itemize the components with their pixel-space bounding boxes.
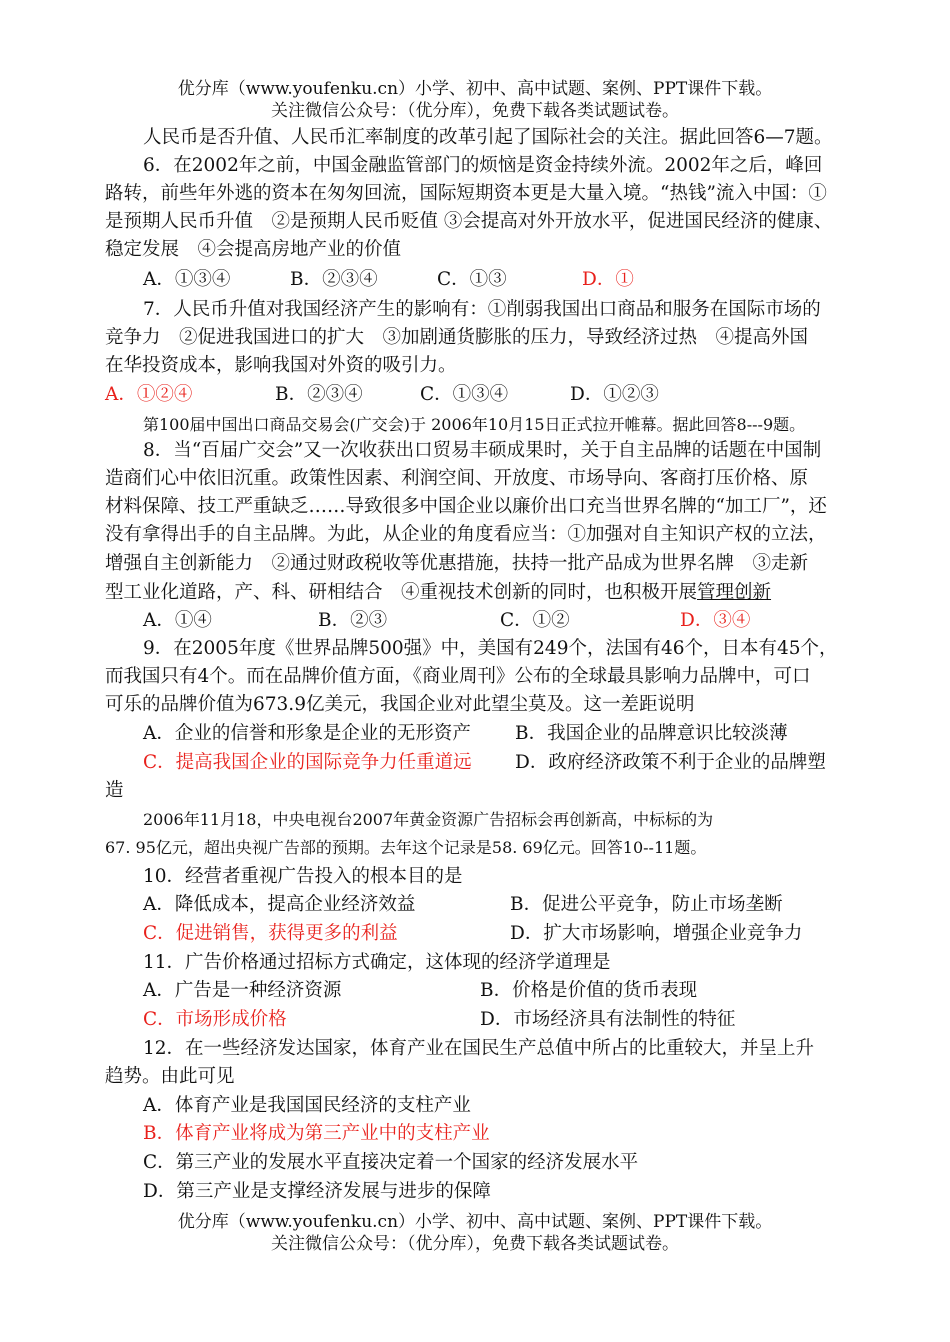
q8-option-b: B．②③ — [318, 610, 388, 631]
q11-option-d: D．市场经济具有法制性的特征 — [480, 1009, 736, 1030]
q7-option-c: C．①③④ — [420, 384, 509, 405]
q9-option-b: B．我国企业的品牌意识比较淡薄 — [515, 723, 788, 744]
q12-line-2: 趋势。由此可见 — [105, 1066, 235, 1087]
q8-option-d-answer: D．③④ — [680, 610, 751, 631]
q6-option-c: C．①③ — [437, 269, 507, 290]
q9-line-3: 可乐的品牌价值为673.9亿美元，我国企业对此望尘莫及。这一差距说明 — [105, 694, 695, 715]
q8-line-2: 造商们心中依旧沉重。政策性因素、利润空间、开放度、市场导向、客商打压价格、原 — [105, 468, 809, 489]
q7-option-b: B．②③④ — [275, 384, 363, 405]
q10-option-b: B．促进公平竞争，防止市场垄断 — [510, 894, 783, 915]
q8-line-5: 增强自主创新能力 ②通过财政税收等优惠措施，扶持一批产品成为世界名牌 ③走新 — [105, 553, 809, 574]
q7-option-d: D．①②③ — [570, 384, 659, 405]
q8-line-3: 材料保障、技工严重缺乏……导致很多中国企业以廉价出口充当世界名牌的“加工厂”，还 — [105, 496, 827, 517]
q9-option-a: A．企业的信誉和形象是企业的无形资产 — [143, 723, 471, 744]
q8-line-6 — [105, 579, 771, 607]
q7-line-1: 7．人民币升值对我国经济产生的影响有：①削弱我国出口商品和服务在国际市场的 — [143, 299, 821, 320]
intro-q10-11-line-2: 67. 95亿元，超出央视广告部的预期。去年这个记录是58. 69亿元。回答10--11题。 — [105, 838, 707, 857]
q9-option-d-continued: 造 — [105, 780, 124, 801]
footer-line-2: 关注微信公众号：（优分库），免费下载各类试题试卷。 — [271, 1234, 679, 1254]
q9-line-2: 而我国只有4个。而在品牌价值方面，《商业周刊》公布的全球最具影响力品牌中，可口 — [105, 666, 811, 687]
q12-option-d: D．第三产业是支撑经济发展与进步的保障 — [143, 1181, 491, 1202]
q6-line-3: 是预期人民币升值 ②是预期人民币贬值 ③会提高对外开放水平，促进国民经济的健康、 — [105, 211, 833, 232]
q8-line-4: 没有拿得出手的自主品牌。为此，从企业的角度看应当：①加强对自主知识产权的立法， — [105, 524, 827, 545]
q9-line-1: 9．在2005年度《世界品牌500强》中，美国有249个，法国有46个，日本有45个， — [143, 638, 838, 659]
q7-option-a-answer: A．①②④ — [105, 384, 193, 405]
q6-line-2: 路转，前些年外逃的资本在匆匆回流，国际短期资本更是大量入境。“热钱”流入中国：① — [105, 183, 827, 204]
footer-line-1: 优分库（www.youfenku.cn）小学、初中、高中试题、案例、PPT课件下载。 — [177, 1212, 773, 1232]
q8-option-a: A．①④ — [143, 610, 212, 631]
q8-option-c: C．①② — [500, 610, 570, 631]
q10-option-c-answer: C．促进销售，获得更多的利益 — [143, 923, 398, 944]
q12-option-c: C．第三产业的发展水平直接决定着一个国家的经济发展水平 — [143, 1152, 639, 1173]
q11-option-a: A．广告是一种经济资源 — [143, 980, 342, 1001]
q6-line-1: 6．在2002年之前，中国金融监管部门的烦恼是资金持续外流。2002年之后，峰回 — [143, 155, 823, 176]
q12-option-a: A．体育产业是我国国民经济的支柱产业 — [143, 1095, 471, 1116]
q9-option-c-answer: C．提高我国企业的国际竞争力任重道远 — [143, 752, 472, 773]
intro-q10-11-line-1: 2006年11月18，中央电视台2007年黄金资源广告招标会再创新高，中标标的为 — [143, 810, 714, 829]
q6-option-a: A．①③④ — [143, 269, 231, 290]
q7-line-2: 竞争力 ②促进我国进口的扩大 ③加剧通货膨胀的压力，导致经济过热 ④提高外国 — [105, 327, 809, 348]
header-line-2: 关注微信公众号：（优分库），免费下载各类试题试卷。 — [271, 101, 679, 121]
q10-option-a: A．降低成本，提高企业经济效益 — [143, 894, 416, 915]
q10-option-d: D．扩大市场影响，增强企业竞争力 — [510, 923, 803, 944]
q11-option-b: B．价格是价值的货币表现 — [480, 980, 698, 1001]
q8-underlined-phrase: 管理创新 — [697, 582, 772, 603]
q7-line-3: 在华投资成本，影响我国对外资的吸引力。 — [105, 355, 457, 376]
q8-line-1: 8．当“百届广交会”又一次收获出口贸易丰硕成果时，关于自主品牌的话题在中国制 — [143, 440, 822, 461]
intro-q8-9: 第100届中国出口商品交易会(广交会)于 2006年10月15日正式拉开帷幕。据此回答8---9题。 — [143, 415, 806, 434]
q6-line-4: 稳定发展 ④会提高房地产业的价值 — [105, 239, 402, 260]
q12-option-b-answer: B．体育产业将成为第三产业中的支柱产业 — [143, 1123, 490, 1144]
q8-line-6-text: 型工业化道路，产、科、研相结合 ④重视技术创新的同时，也积极开展 — [105, 582, 698, 603]
q6-option-b: B．②③④ — [290, 269, 378, 290]
q11-option-c-answer: C．市场形成价格 — [143, 1009, 287, 1030]
q12-line-1: 12．在一些经济发达国家，体育产业在国民生产总值中所占的比重较大，并呈上升 — [143, 1038, 815, 1059]
header-line-1: 优分库（www.youfenku.cn）小学、初中、高中试题、案例、PPT课件下载。 — [177, 79, 773, 99]
intro-q6-7: 人民币是否升值、人民币汇率制度的改革引起了国际社会的关注。据此回答6—7题。 — [143, 127, 833, 148]
q6-option-d-answer: D．① — [582, 269, 634, 290]
q10-stem: 10．经营者重视广告投入的根本目的是 — [143, 866, 463, 887]
q11-stem: 11．广告价格通过招标方式确定，这体现的经济学道理是 — [143, 952, 611, 973]
q9-option-d: D．政府经济政策不利于企业的品牌塑 — [515, 752, 826, 773]
